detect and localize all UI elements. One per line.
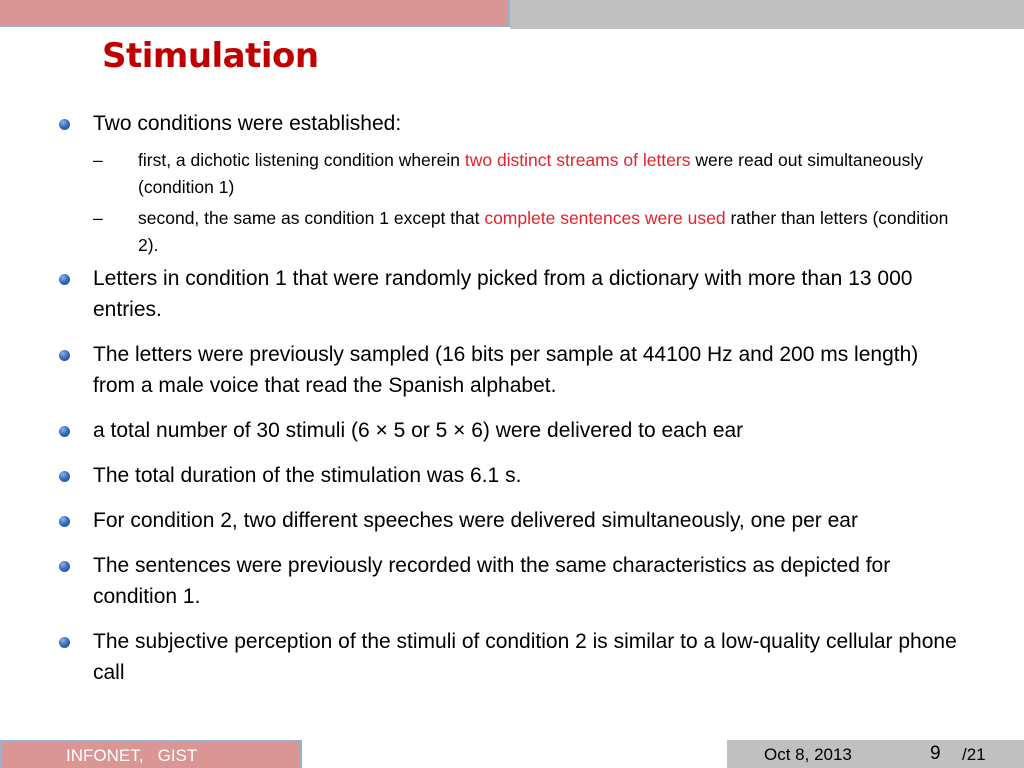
sub-text: first, a dichotic listening condition wherein <box>138 150 465 170</box>
bullet-item <box>56 415 966 446</box>
bullet-dot-icon <box>59 471 70 482</box>
footer-affiliation-bar <box>0 740 302 768</box>
slide-content <box>56 108 966 688</box>
bullet-text: The letters were previously sampled (16 bits per sample at 44100 Hz and 200 ms length) from a male voice that read the Spanish alphabet. <box>93 343 919 397</box>
bullet-dot-icon <box>59 637 70 648</box>
bullet-item <box>56 505 966 536</box>
bullet-item <box>56 108 966 259</box>
top-gray-bar <box>510 0 1024 29</box>
bullet-item <box>56 626 966 688</box>
bullet-item <box>56 339 966 401</box>
dash-marker: – <box>93 150 103 170</box>
sub-highlight: two distinct streams of letters <box>464 150 691 170</box>
top-accent-bar <box>0 0 510 27</box>
page-total: /21 <box>962 745 986 764</box>
sub-highlight: complete sentences were used <box>484 208 726 228</box>
bullet-text: a total number of 30 stimuli (6 × 5 or 5 × 6) were delivered to each ear <box>93 419 744 442</box>
bullet-text: Two conditions were established: <box>93 112 402 135</box>
dash-marker: – <box>93 208 103 228</box>
footer-info-bar <box>727 740 1024 768</box>
bullet-text: Letters in condition 1 that were randomly picked from a dictionary with more than 13 000 entries. <box>93 267 913 321</box>
page-number: 9 <box>930 743 941 764</box>
bullet-dot-icon <box>59 274 70 285</box>
bullet-dot-icon <box>59 350 70 361</box>
sub-text: second, the same as condition 1 except that <box>138 208 485 228</box>
bullet-item <box>56 460 966 491</box>
sub-text: rather than letters (condition 2). <box>138 208 949 255</box>
bullet-dot-icon <box>59 426 70 437</box>
sub-list <box>93 147 966 259</box>
bullet-item <box>56 550 966 612</box>
bullet-text: The sentences were previously recorded with the same characteristics as depicted for condition 1. <box>93 554 891 608</box>
sub-item <box>93 147 966 201</box>
sub-text: were read out simultaneously (condition 1) <box>138 150 923 197</box>
sub-item <box>93 205 966 259</box>
slide-title: Stimulation <box>102 36 319 76</box>
footer-affiliation: INFONET, GIST <box>66 746 198 765</box>
bullet-text: The subjective perception of the stimuli of condition 2 is similar to a low-quality cellular phone call <box>93 630 957 684</box>
bullet-dot-icon <box>59 561 70 572</box>
bullet-text: The total duration of the stimulation was 6.1 s. <box>93 464 522 487</box>
footer-date: Oct 8, 2013 <box>764 745 852 764</box>
bullet-item <box>56 263 966 325</box>
bullet-dot-icon <box>59 516 70 527</box>
bullet-dot-icon <box>59 119 70 130</box>
bullet-text: For condition 2, two different speeches were delivered simultaneously, one per ear <box>93 509 858 532</box>
